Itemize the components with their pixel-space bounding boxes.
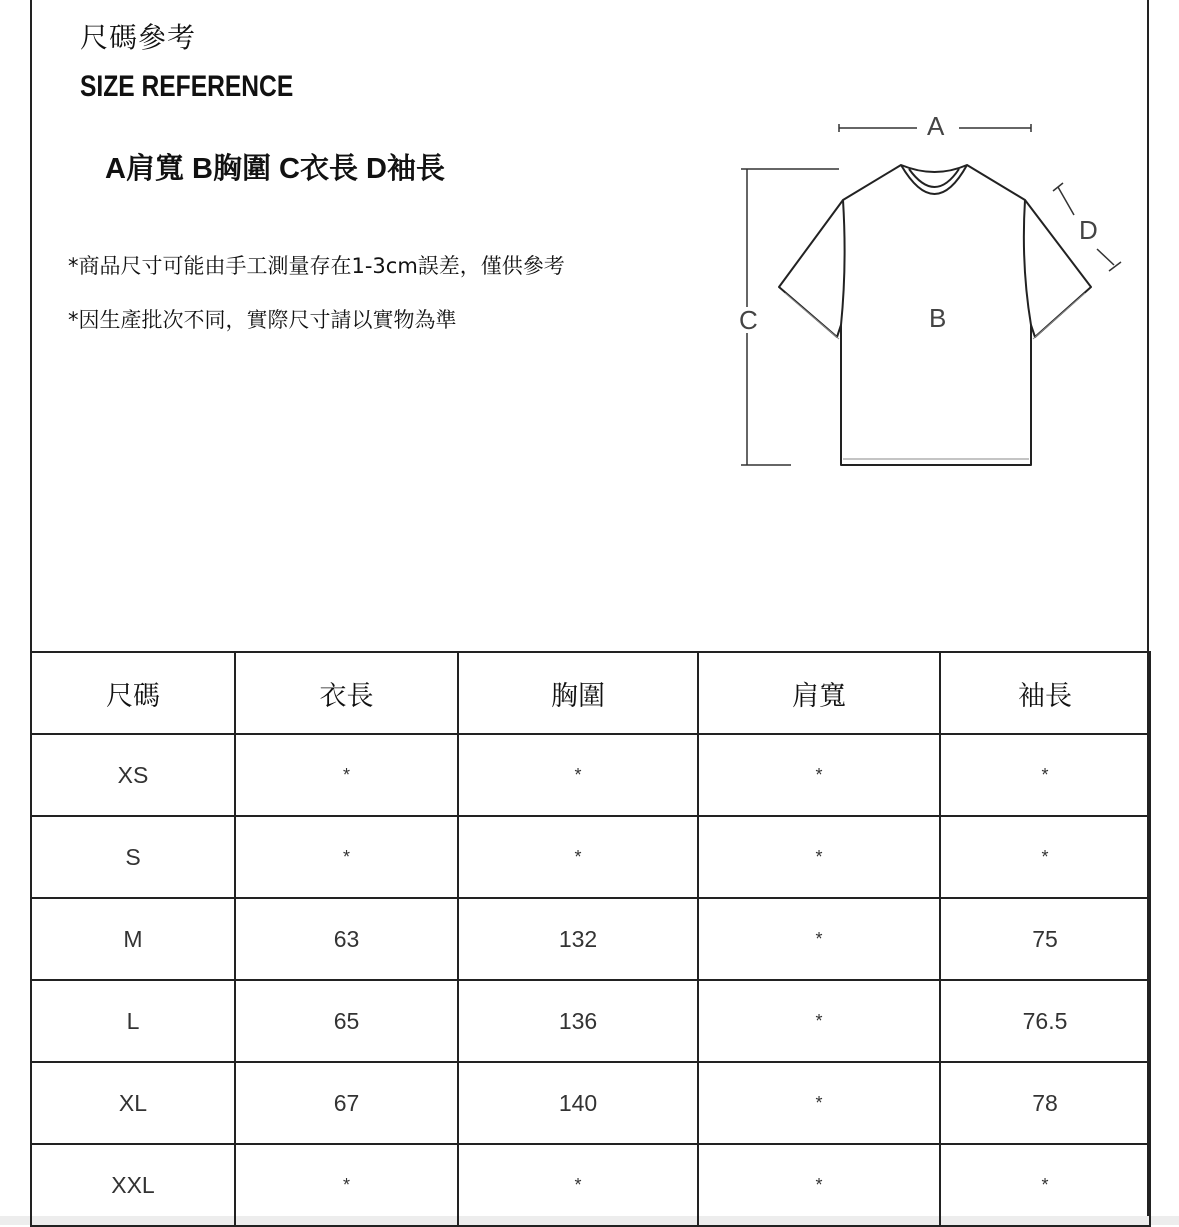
table-row <box>31 1144 1150 1226</box>
page-subtitle: SIZE REFERENCE <box>80 70 294 103</box>
cell-sleeve: 78 <box>940 1062 1150 1144</box>
cell-length: 67 <box>235 1062 458 1144</box>
cell-shoulder: * <box>698 816 940 898</box>
cell-shoulder: * <box>698 980 940 1062</box>
cell-shoulder: * <box>698 1144 940 1226</box>
page-title: 尺碼參考 <box>80 21 197 54</box>
cell-shoulder: * <box>698 734 940 816</box>
note-batch: *因生產批次不同，實際尺寸請以實物為準 <box>68 308 457 332</box>
size-table <box>30 651 1151 1227</box>
table-row <box>31 898 1150 980</box>
cell-chest: 136 <box>458 980 698 1062</box>
measurement-legend: A肩寬 B胸圍 C衣長 D袖長 <box>105 153 445 185</box>
cell-length: * <box>235 816 458 898</box>
cell-chest: * <box>458 734 698 816</box>
cell-chest: * <box>458 816 698 898</box>
header-length: 衣長 <box>235 652 458 734</box>
header-sleeve: 袖長 <box>940 652 1150 734</box>
cell-sleeve: 76.5 <box>940 980 1150 1062</box>
cell-sleeve: * <box>940 816 1150 898</box>
label-d: D <box>1079 215 1098 245</box>
table-row <box>31 734 1150 816</box>
cell-sleeve: * <box>940 1144 1150 1226</box>
cell-size: M <box>31 898 235 980</box>
label-a: A <box>927 111 945 141</box>
cell-size: L <box>31 980 235 1062</box>
table-row <box>31 1062 1150 1144</box>
table-row <box>31 980 1150 1062</box>
cell-length: 63 <box>235 898 458 980</box>
header-shoulder: 肩寬 <box>698 652 940 734</box>
cell-sleeve: 75 <box>940 898 1150 980</box>
cell-length: * <box>235 734 458 816</box>
label-c: C <box>739 305 758 335</box>
cell-length: * <box>235 1144 458 1226</box>
tshirt-measurement-icon <box>735 105 1135 485</box>
note-tolerance: *商品尺寸可能由手工測量存在1-3cm誤差，僅供參考 <box>68 254 565 278</box>
header-size: 尺碼 <box>31 652 235 734</box>
label-b: B <box>929 303 947 333</box>
cell-size: XXL <box>31 1144 235 1226</box>
cell-size: S <box>31 816 235 898</box>
cell-size: XL <box>31 1062 235 1144</box>
cell-sleeve: * <box>940 734 1150 816</box>
cell-chest: 140 <box>458 1062 698 1144</box>
header-chest: 胸圍 <box>458 652 698 734</box>
cell-shoulder: * <box>698 1062 940 1144</box>
table-header-row <box>31 652 1150 734</box>
cell-shoulder: * <box>698 898 940 980</box>
cell-size: XS <box>31 734 235 816</box>
cell-chest: * <box>458 1144 698 1226</box>
cell-chest: 132 <box>458 898 698 980</box>
table-row <box>31 816 1150 898</box>
cell-length: 65 <box>235 980 458 1062</box>
